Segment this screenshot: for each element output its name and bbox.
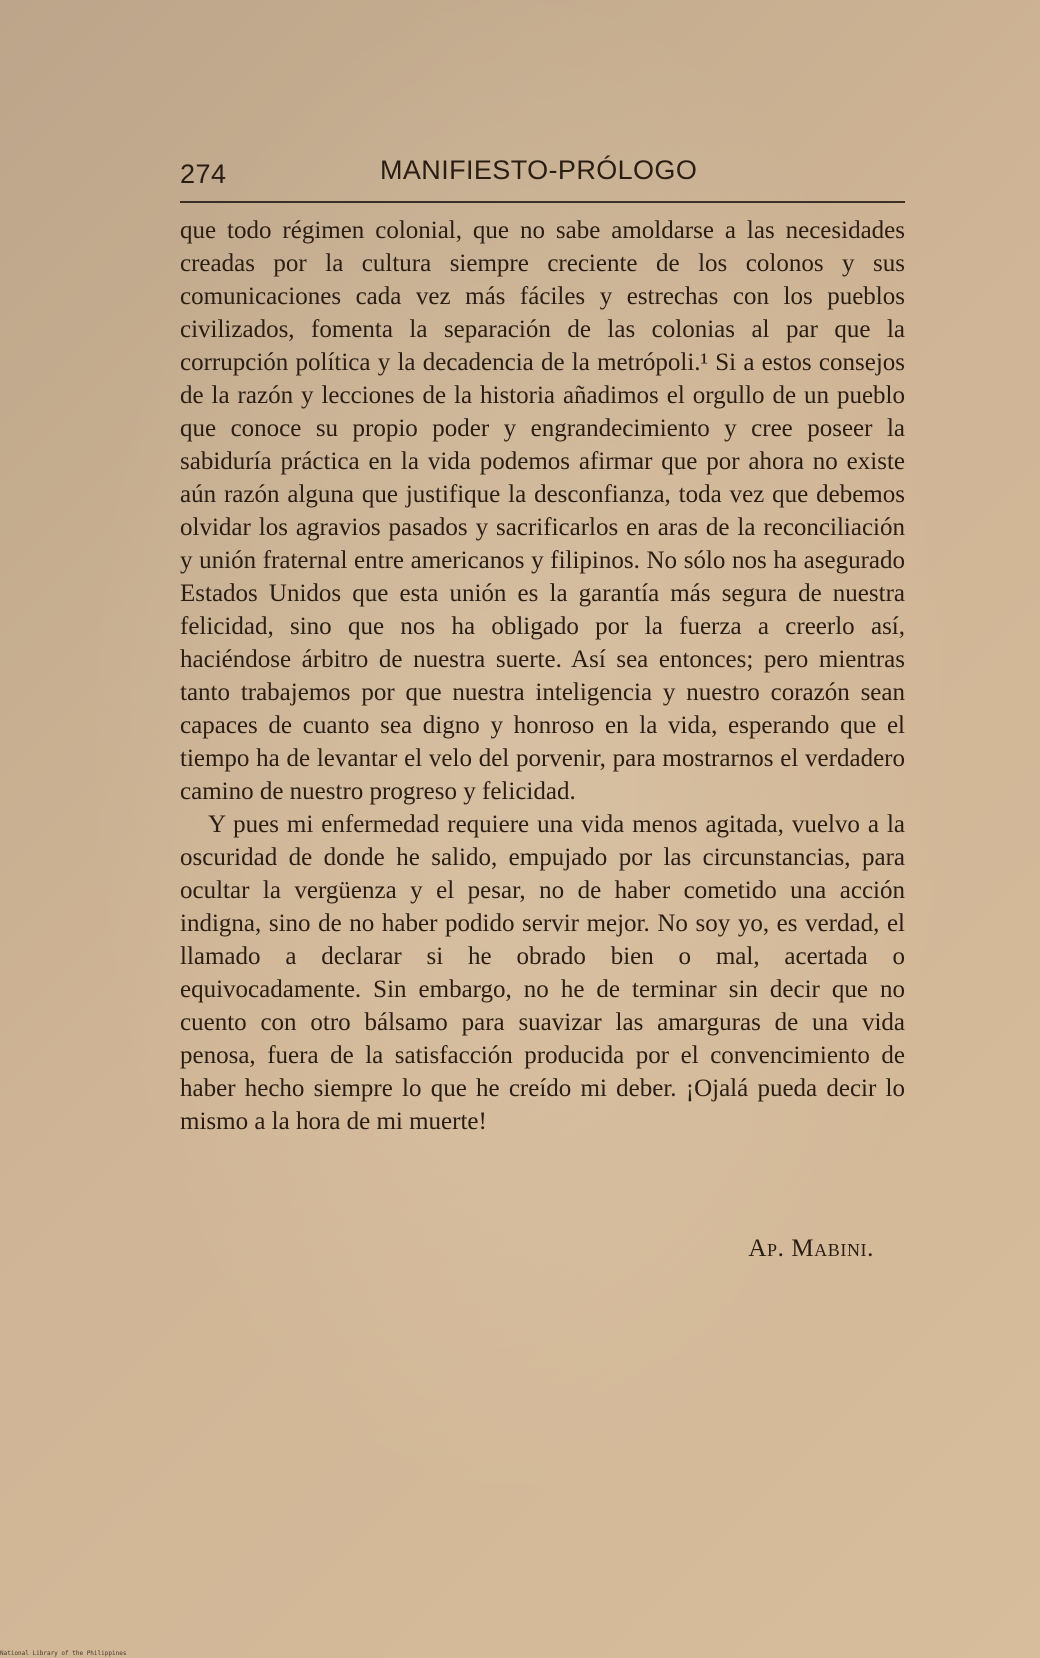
page-number: 274 bbox=[180, 159, 227, 189]
paragraph-1: que todo régimen colonial, que no sabe amoldarse a las necesidades creadas por la cultura siempre creciente de los colonos y sus comunicaciones cada vez más fáciles y estrechas con los pueblos civilizados, fomenta la separación de las colonias al par que la corrupción política y la decadencia de la metrópoli.¹ Si a estos consejos de la razón y lecciones de la historia añadimos el orgullo de un pueblo que conoce su propio poder y engrandecimiento y cree poseer la sabiduría práctica en la vida podemos afirmar que por ahora no existe aún razón alguna que justifique la desconfianza, toda vez que debemos olvidar los agravios pasados y sacrificarlos en aras de la reconciliación y unión fraternal entre americanos y filipinos. No sólo nos ha asegurado Estados Unidos que esta unión es la garantía más segura de nuestra felicidad, sino que nos ha obligado por la fuerza a creerlo así, haciéndose árbitro de nuestra suerte. Así sea entonces; pero mientras tanto trabajemos por que nuestra inteligencia y nuestro corazón sean capaces de cuanto sea digno y honroso en la vida, esperando que el tiempo ha de levantar el velo del porvenir, para mostrarnos el verdadero camino de nuestro progreso y felicidad. bbox=[180, 217, 905, 805]
paragraph-2: Y pues mi enfermedad requiere una vida menos agitada, vuelvo a la oscuridad de donde he salido, empujado por las circunstancias, para ocultar la vergüenza y el pesar, no de haber cometido una acción indigna, sino de no haber podido servir mejor. No soy yo, es verdad, el llamado a declarar si he obrado bien o mal, acertada o equivocadamente. Sin embargo, no he de terminar sin decir que no cuento con otro bálsamo para suavizar las amarguras de una vida penosa, fuera de la satisfacción producida por el convencimiento de haber hecho siempre lo que he creído mi deber. ¡Ojalá pueda decir lo mismo a la hora de mi muerte! bbox=[180, 811, 905, 1135]
footer-credit: National Library of the Philippines bbox=[0, 1650, 127, 1657]
signature: Ap. Mabini. bbox=[748, 1235, 874, 1262]
header-rule bbox=[180, 201, 905, 203]
running-head: MANIFIESTO-PRÓLOGO bbox=[380, 155, 698, 185]
page-header bbox=[180, 155, 905, 195]
body-text bbox=[180, 214, 905, 1138]
